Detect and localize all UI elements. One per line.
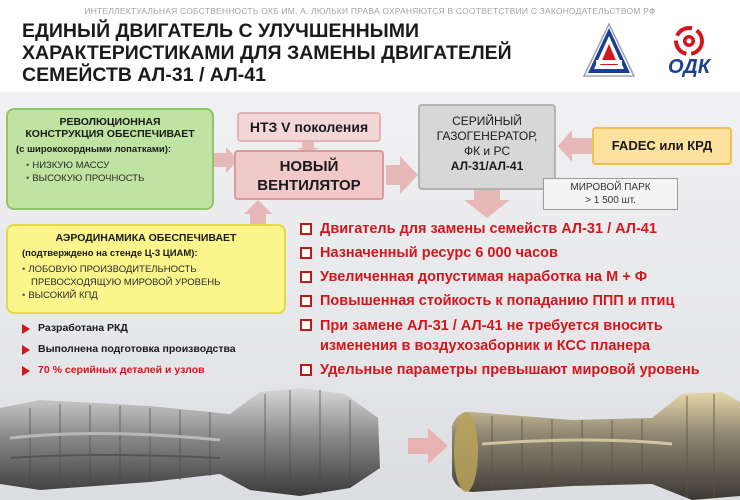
list-item: Увеличенная допустимая наработка на М + Ф — [300, 268, 740, 287]
gas-line-2: ГАЗОГЕНЕРАТОР, — [436, 129, 538, 143]
aerodynamics-box — [6, 224, 286, 314]
odk-logo-text: ОДК — [667, 56, 711, 78]
list-item: • НИЗКУЮ МАССУ — [26, 160, 110, 171]
list-item: Повышенная стойкость к попаданию ППП и птиц — [300, 292, 740, 311]
list-item: • ЛОБОВУЮ ПРОИЗВОДИТЕЛЬНОСТЬ — [22, 264, 197, 275]
bullet-icon: • — [26, 173, 30, 184]
new-fan-box — [234, 150, 384, 200]
list-item-continuation: изменения в воздухозаборник и КСС планера — [320, 338, 651, 354]
checkbox-icon — [300, 319, 312, 331]
list-item: • ВЫСОКИЙ КПД — [22, 290, 98, 301]
bullet-icon: • — [22, 290, 26, 301]
list-item: Удельные параметры превышают мировой уровень — [300, 361, 740, 380]
bullet-icon: • — [22, 264, 26, 275]
list-item: 70 % серийных деталей и узлов — [20, 364, 280, 377]
lyulka-logo-icon — [582, 22, 636, 78]
engine-al31-image — [0, 378, 382, 500]
fadec-box: FADEC или КРД — [592, 127, 732, 165]
park-line-1: МИРОВОЙ ПАРК — [570, 182, 651, 193]
fan-line-2: ВЕНТИЛЯТОР — [257, 177, 361, 194]
odk-logo — [656, 26, 722, 76]
nts-box: НТЗ V поколения — [237, 112, 381, 142]
park-line-2: > 1 500 шт. — [585, 195, 636, 206]
checkbox-icon — [300, 364, 312, 376]
title-line-1: ЕДИНЫЙ ДВИГАТЕЛЬ С УЛУЧШЕННЫМИ — [22, 20, 419, 42]
list-item: Назначенный ресурс 6 000 часов — [300, 244, 740, 263]
odk-swirl-icon — [656, 26, 722, 58]
list-item: При замене АЛ-31 / АЛ-41 не требуется вносить — [300, 316, 740, 337]
construction-subtitle: (с широкохордными лопатками): — [16, 144, 172, 155]
world-fleet-box — [543, 178, 678, 210]
aerodynamics-title: АЭРОДИНАМИКА ОБЕСПЕЧИВАЕТ — [55, 232, 237, 244]
gas-generator-box — [418, 104, 556, 190]
triangle-bullet-icon — [22, 366, 30, 376]
list-item: Разработана РКД — [20, 322, 280, 335]
checkbox-icon — [300, 247, 312, 259]
construction-box — [6, 108, 214, 210]
status-list — [20, 322, 280, 385]
page-title — [22, 20, 582, 86]
list-item: ПРЕВОСХОДЯЩУЮ МИРОВОЙ УРОВЕНЬ — [31, 277, 221, 288]
fan-line-1: НОВЫЙ — [279, 158, 339, 175]
list-item: Выполнена подготовка производства — [20, 343, 280, 356]
gas-line-bold: АЛ-31/АЛ-41 — [450, 159, 524, 173]
title-line-3: СЕМЕЙСТВ АЛ-31 / АЛ-41 — [22, 64, 266, 86]
title-line-2: ХАРАКТЕРИСТИКАМИ ДЛЯ ЗАМЕНЫ ДВИГАТЕЛЕЙ — [22, 42, 512, 64]
gas-line-1: СЕРИЙНЫЙ — [452, 114, 522, 128]
triangle-bullet-icon — [22, 345, 30, 355]
list-item: • ВЫСОКУЮ ПРОЧНОСТЬ — [26, 173, 145, 184]
list-item: Двигатель для замены семейств АЛ-31 / АЛ-41 — [300, 220, 740, 239]
bullet-icon: • — [26, 160, 30, 171]
features-list — [300, 220, 740, 385]
checkbox-icon — [300, 271, 312, 283]
construction-title-1: РЕВОЛЮЦИОННАЯ — [59, 116, 161, 128]
gas-line-3: ФК и РС — [463, 144, 511, 158]
copyright-notice: ИНТЕЛЛЕКТУАЛЬНАЯ СОБСТВЕННОСТЬ ОКБ ИМ. А. ЛЮЛЬКИ ПРАВА ОХРАНЯЮТСЯ В СООТВЕТСТВИИ С ЗАКОНОДАТЕЛЬСТВОМ РФ — [84, 6, 656, 16]
right-arrow-icon — [408, 428, 448, 464]
aerodynamics-subtitle: (подтверждено на стенде Ц-3 ЦИАМ): — [22, 248, 198, 259]
triangle-bullet-icon — [22, 324, 30, 334]
construction-title-2: КОНСТРУКЦИЯ ОБЕСПЕЧИВАЕТ — [25, 128, 195, 140]
checkbox-icon — [300, 295, 312, 307]
checkbox-icon — [300, 223, 312, 235]
engine-new-image — [452, 388, 740, 500]
